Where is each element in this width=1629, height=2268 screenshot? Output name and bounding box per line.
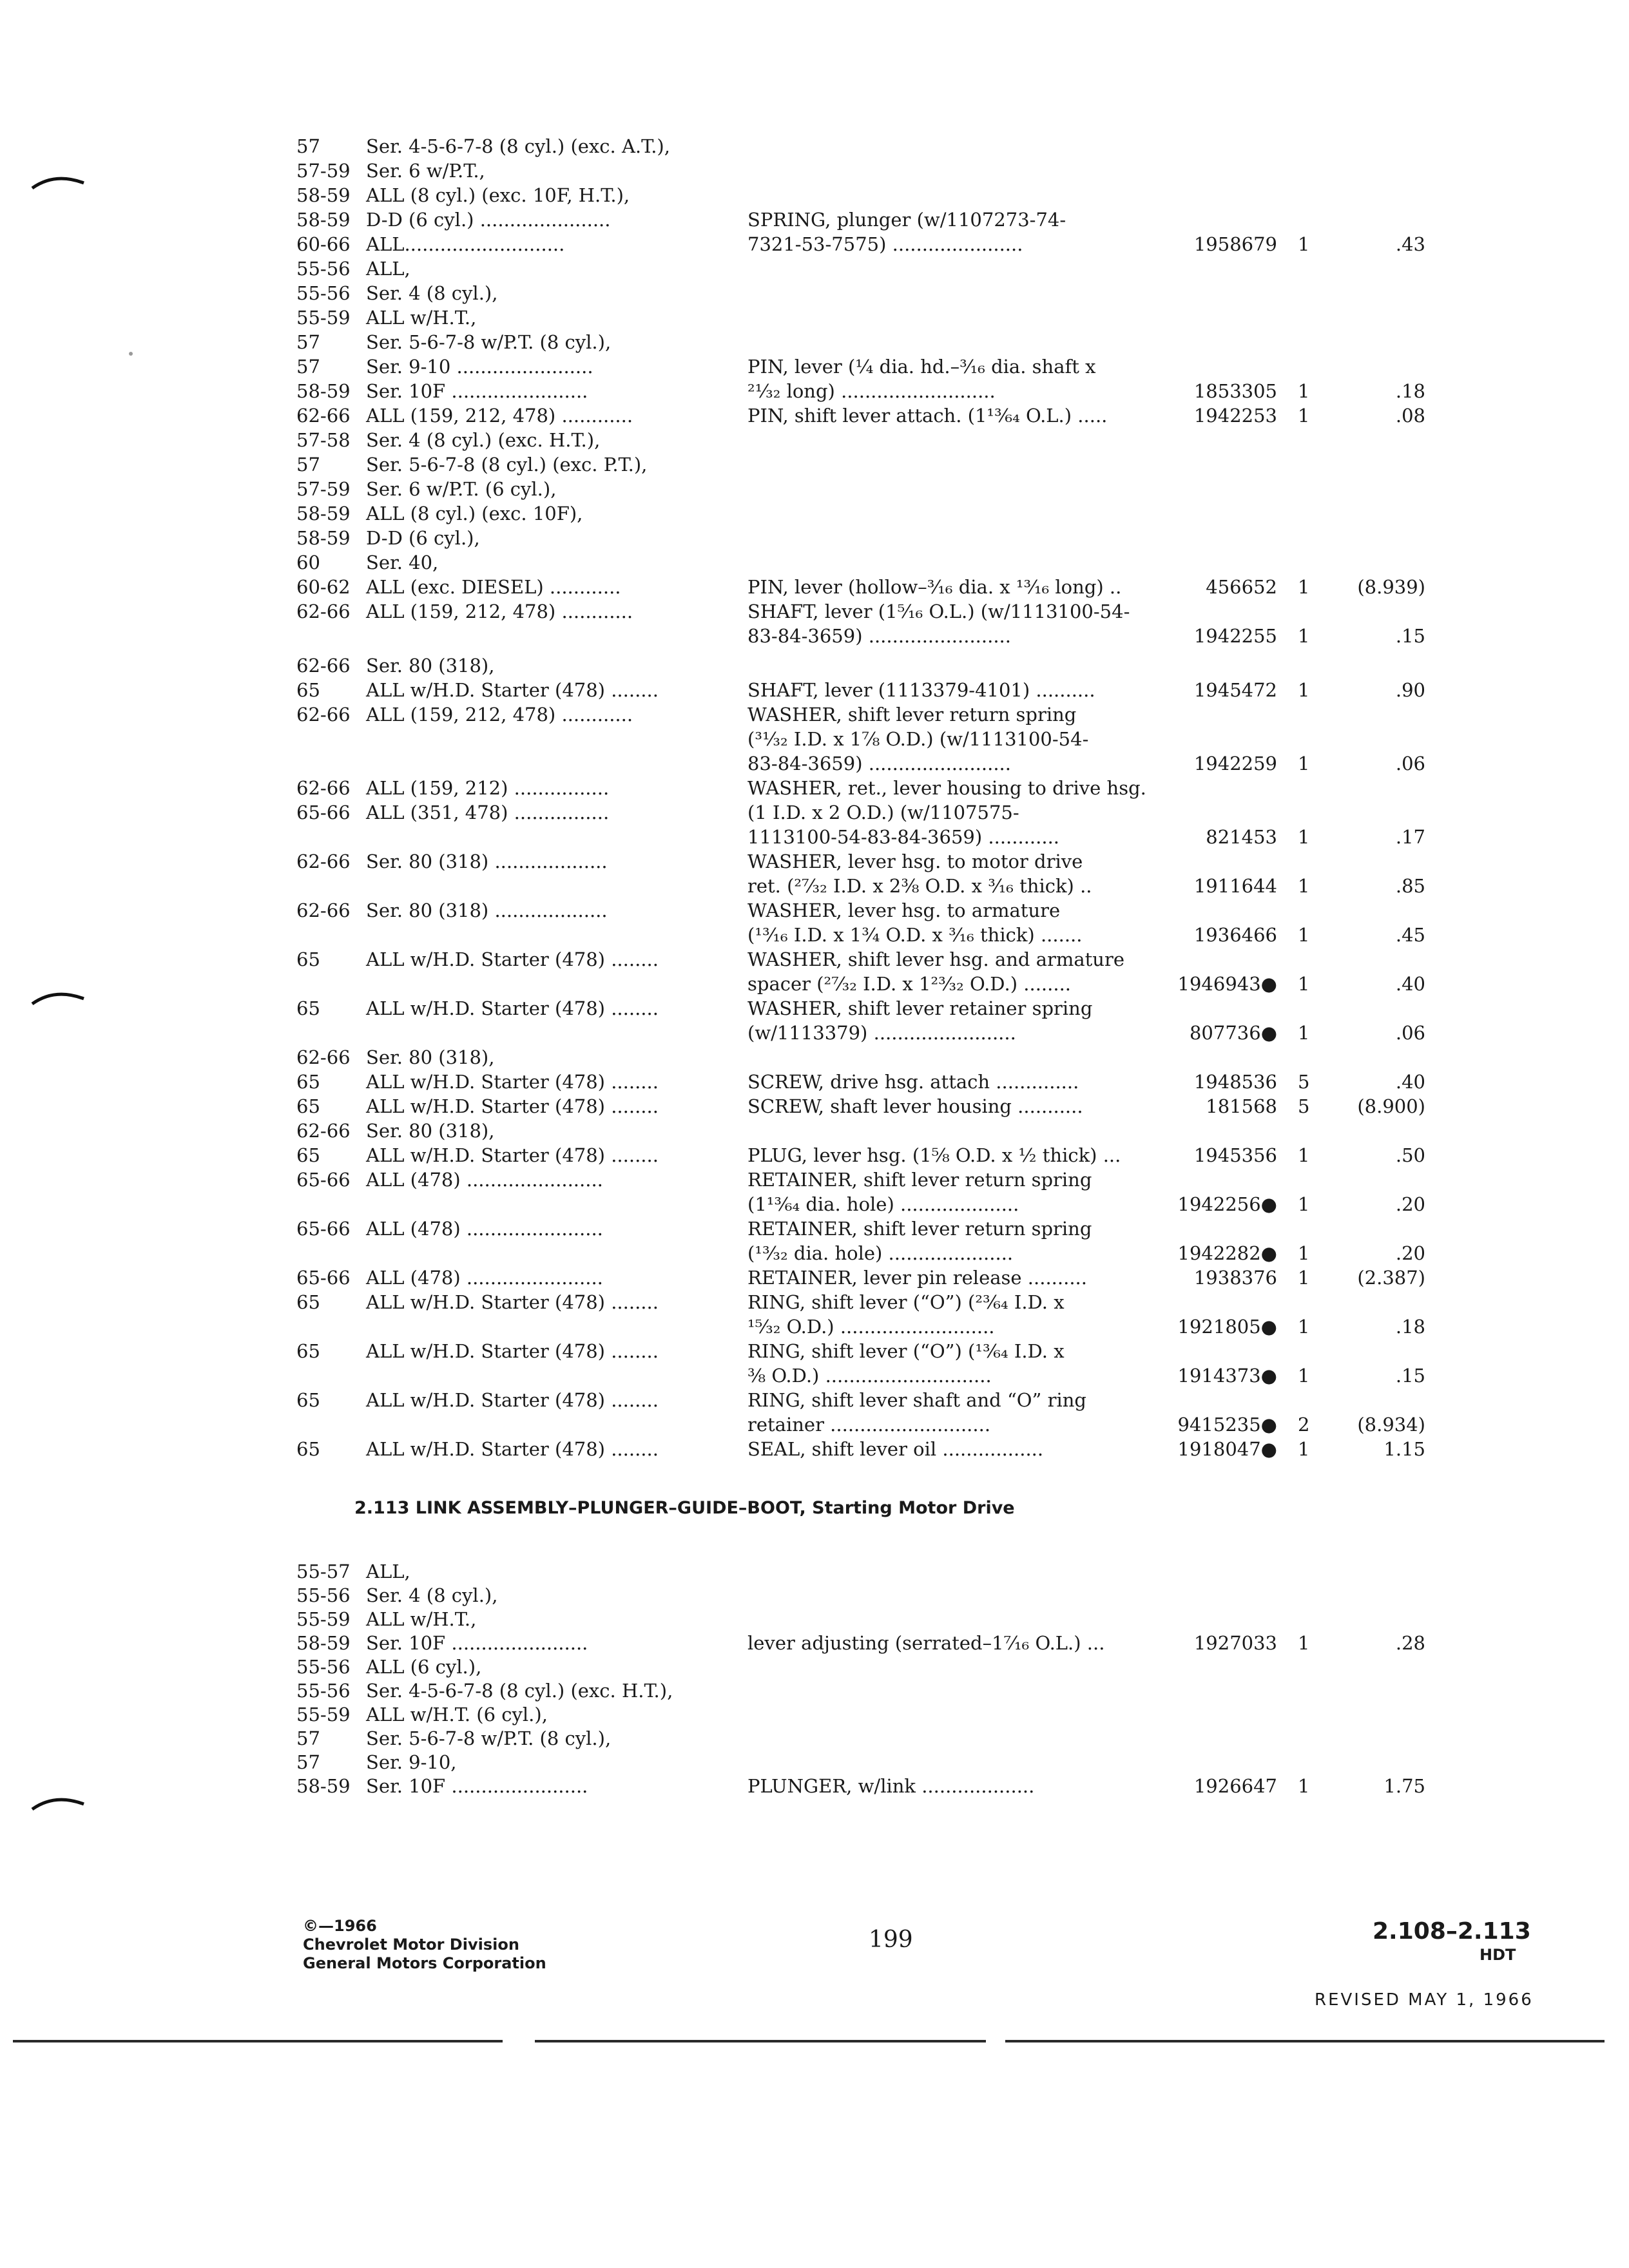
quantity-cell: 1 [1298,1242,1310,1264]
part-number-cell: 821453 [1206,826,1277,848]
model-cell: ALL (8 cyl.) (exc. 10F, H.T.), [366,184,630,206]
quantity-cell: 1 [1298,1267,1310,1289]
footer-rule [535,2040,986,2042]
model-cell: Ser. 80 (318), [366,655,495,677]
year-cell: 62-66 [296,655,351,677]
year-cell: 65 [296,1144,320,1166]
model-cell: ALL w/H.D. Starter (478) ........ [366,997,659,1019]
price-cell: .18 [1395,1316,1425,1338]
year-cell: 62-66 [296,601,351,622]
margin-mark [26,169,90,195]
model-cell: ALL (exc. DIESEL) ............ [366,576,621,598]
description-cell: spacer (²⁷⁄₃₂ I.D. x 1²³⁄₃₂ O.D.) ........ [747,973,1072,995]
model-cell: Ser. 40, [366,552,439,573]
year-cell: 65 [296,948,320,970]
year-cell: 55-59 [296,1704,351,1725]
price-cell: .17 [1395,826,1425,848]
footer-division: Chevrolet Motor Division [303,1936,519,1954]
quantity-cell: 1 [1298,625,1310,647]
model-cell: Ser. 10F ....................... [366,1632,588,1654]
year-cell: 65 [296,1438,320,1460]
part-number-cell: 1914373● [1177,1365,1277,1387]
price-cell: .40 [1395,1071,1425,1093]
description-cell: (¹³⁄₁₆ I.D. x 1¾ O.D. x ³⁄₁₆ thick) ....... [747,924,1083,946]
part-number-cell: 1942282● [1177,1242,1277,1264]
model-cell: Ser. 4 (8 cyl.), [366,282,498,304]
year-cell: 55-56 [296,282,351,304]
part-number-cell: 1927033 [1193,1632,1277,1654]
model-cell: ALL (8 cyl.) (exc. 10F), [366,503,583,524]
part-number-cell: 1911644 [1193,875,1277,897]
description-cell: lever adjusting (serrated–1⁷⁄₁₆ O.L.) ... [747,1632,1105,1654]
price-cell: .85 [1395,875,1425,897]
model-cell: Ser. 6 w/P.T., [366,160,485,182]
price-cell: .20 [1395,1242,1425,1264]
series-code: HDT [1480,1946,1516,1964]
description-cell: WASHER, shift lever return spring [747,704,1077,726]
scan-speck [129,352,133,356]
part-number-cell: 1945356 [1193,1144,1277,1166]
quantity-cell: 1 [1298,1022,1310,1044]
quantity-cell: 1 [1298,1438,1310,1460]
description-cell: SPRING, plunger (w/1107273-74- [747,209,1066,231]
quantity-cell: 1 [1298,380,1310,402]
year-cell: 55-59 [296,307,351,329]
description-cell: ²¹⁄₃₂ long) .......................... [747,380,996,402]
section-heading: 2.113 LINK ASSEMBLY–PLUNGER–GUIDE–BOOT, Starting Motor Drive [354,1498,1015,1518]
year-cell: 65 [296,679,320,701]
model-cell: Ser. 5-6-7-8 (8 cyl.) (exc. P.T.), [366,454,648,476]
quantity-cell: 1 [1298,1365,1310,1387]
description-cell: PLUG, lever hsg. (1⅝ O.D. x ½ thick) ... [747,1144,1121,1166]
description-cell: SEAL, shift lever oil ................. [747,1438,1044,1460]
footer-copyright: ©—1966 [303,1917,377,1935]
description-cell: 1113100-54-83-84-3659) ............ [747,826,1060,848]
quantity-cell: 1 [1298,753,1310,774]
model-cell: ALL (478) ....................... [366,1169,603,1191]
model-cell: ALL w/H.D. Starter (478) ........ [366,948,659,970]
model-cell: Ser. 6 w/P.T. (6 cyl.), [366,478,557,500]
model-cell: ALL, [366,258,410,280]
model-cell: ALL (159, 212) ................ [366,777,610,799]
description-cell: PIN, lever (¼ dia. hd.–³⁄₁₆ dia. shaft x [747,356,1096,378]
year-cell: 57 [296,135,320,157]
year-cell: 65-66 [296,1218,351,1240]
quantity-cell: 1 [1298,576,1310,598]
model-cell: Ser. 80 (318) ................... [366,899,608,921]
model-cell: Ser. 5-6-7-8 w/P.T. (8 cyl.), [366,1727,612,1749]
model-cell: D-D (6 cyl.), [366,527,480,549]
model-cell: ALL w/H.D. Starter (478) ........ [366,1071,659,1093]
price-cell: 1.15 [1383,1438,1425,1460]
footer-corporation: General Motors Corporation [303,1954,546,1972]
part-number-cell: 1942253 [1193,405,1277,427]
price-cell: .20 [1395,1193,1425,1215]
page-number: 199 [869,1927,913,1953]
price-cell: .40 [1395,973,1425,995]
model-cell: Ser. 80 (318), [366,1046,495,1068]
description-cell: PIN, lever (hollow–³⁄₁₆ dia. x ¹³⁄₁₆ long) .. [747,576,1122,598]
model-cell: Ser. 9-10, [366,1751,457,1773]
model-cell: ALL (351, 478) ................ [366,802,610,823]
year-cell: 62-66 [296,777,351,799]
description-cell: ¹⁵⁄₃₂ O.D.) .......................... [747,1316,995,1338]
model-cell: ALL w/H.D. Starter (478) ........ [366,1095,659,1117]
part-number-cell: 1958679 [1193,233,1277,255]
description-cell: 7321-53-7575) ...................... [747,233,1023,255]
year-cell: 57 [296,454,320,476]
part-number-cell: 181568 [1206,1095,1277,1117]
year-cell: 62-66 [296,1120,351,1142]
year-cell: 55-59 [296,1608,351,1630]
price-cell: .28 [1395,1632,1425,1654]
model-cell: Ser. 80 (318) ................... [366,850,608,872]
model-cell: Ser. 9-10 ....................... [366,356,593,378]
model-cell: ALL w/H.D. Starter (478) ........ [366,1291,659,1313]
description-cell: PLUNGER, w/link ................... [747,1775,1035,1797]
description-cell: SCREW, drive hsg. attach .............. [747,1071,1079,1093]
description-cell: SCREW, shaft lever housing ........... [747,1095,1083,1117]
year-cell: 55-56 [296,1584,351,1606]
description-cell: ⅜ O.D.) ............................ [747,1365,992,1387]
description-cell: RING, shift lever shaft and “O” ring [747,1389,1086,1411]
model-cell: ALL w/H.D. Starter (478) ........ [366,1389,659,1411]
description-cell: (w/1113379) ........................ [747,1022,1016,1044]
year-cell: 58-59 [296,380,351,402]
description-cell: 83-84-3659) ........................ [747,753,1011,774]
year-cell: 62-66 [296,704,351,726]
model-cell: ALL w/H.D. Starter (478) ........ [366,1438,659,1460]
description-cell: SHAFT, lever (1⁵⁄₁₆ O.L.) (w/1113100-54- [747,601,1130,622]
part-number-cell: 1942256● [1177,1193,1277,1215]
year-cell: 58-59 [296,184,351,206]
description-cell: (¹³⁄₃₂ dia. hole) ..................... [747,1242,1014,1264]
description-cell: WASHER, shift lever hsg. and armature [747,948,1125,970]
price-cell: (8.900) [1357,1095,1425,1117]
model-cell: Ser. 10F ....................... [366,380,588,402]
part-number-cell: 1942259 [1193,753,1277,774]
year-cell: 65 [296,1291,320,1313]
price-cell: .06 [1395,1022,1425,1044]
part-number-cell: 1945472 [1193,679,1277,701]
margin-mark [26,985,90,1010]
model-cell: Ser. 4-5-6-7-8 (8 cyl.) (exc. A.T.), [366,135,670,157]
part-number-cell: 1926647 [1193,1775,1277,1797]
description-cell: PIN, shift lever attach. (1¹³⁄₆₄ O.L.) ..... [747,405,1108,427]
year-cell: 65 [296,997,320,1019]
description-cell: RETAINER, shift lever return spring [747,1218,1092,1240]
year-cell: 55-57 [296,1561,351,1582]
year-cell: 62-66 [296,1046,351,1068]
year-cell: 58-59 [296,527,351,549]
description-cell: WASHER, shift lever retainer spring [747,997,1093,1019]
model-cell: Ser. 5-6-7-8 w/P.T. (8 cyl.), [366,331,612,353]
price-cell: .45 [1395,924,1425,946]
model-cell: ALL (6 cyl.), [366,1656,482,1678]
part-number-cell: 1948536 [1193,1071,1277,1093]
year-cell: 60-62 [296,576,351,598]
part-number-cell: 1853305 [1193,380,1277,402]
quantity-cell: 1 [1298,875,1310,897]
description-cell: RING, shift lever (“O”) (²³⁄₆₄ I.D. x [747,1291,1065,1313]
year-cell: 55-56 [296,258,351,280]
price-cell: .18 [1395,380,1425,402]
model-cell: ALL w/H.D. Starter (478) ........ [366,1144,659,1166]
year-cell: 58-59 [296,1632,351,1654]
description-cell: RETAINER, lever pin release .......... [747,1267,1087,1289]
year-cell: 65-66 [296,1169,351,1191]
model-cell: ALL, [366,1561,410,1582]
description-cell: WASHER, lever hsg. to motor drive [747,850,1083,872]
year-cell: 65 [296,1340,320,1362]
price-cell: (8.934) [1357,1414,1425,1436]
description-cell: WASHER, ret., lever housing to drive hsg. [747,777,1146,799]
year-cell: 58-59 [296,503,351,524]
model-cell: ALL (478) ....................... [366,1218,603,1240]
year-cell: 55-56 [296,1656,351,1678]
year-cell: 57-58 [296,429,351,451]
section-range: 2.108–2.113 [1373,1918,1531,1945]
model-cell: Ser. 4-5-6-7-8 (8 cyl.) (exc. H.T.), [366,1680,673,1702]
model-cell: ALL (159, 212, 478) ............ [366,601,633,622]
part-number-cell: 9415235● [1177,1414,1277,1436]
year-cell: 65 [296,1095,320,1117]
description-cell: RETAINER, shift lever return spring [747,1169,1092,1191]
quantity-cell: 1 [1298,1316,1310,1338]
footer-rule [13,2040,503,2042]
year-cell: 55-56 [296,1680,351,1702]
quantity-cell: 1 [1298,1193,1310,1215]
price-cell: .15 [1395,1365,1425,1387]
price-cell: (8.939) [1357,576,1425,598]
description-cell: (1¹³⁄₆₄ dia. hole) .................... [747,1193,1019,1215]
year-cell: 65-66 [296,802,351,823]
year-cell: 65-66 [296,1267,351,1289]
part-number-cell: 1936466 [1193,924,1277,946]
model-cell: ALL w/H.T., [366,307,477,329]
model-cell: ALL (159, 212, 478) ............ [366,405,633,427]
model-cell: Ser. 80 (318), [366,1120,495,1142]
description-cell: ret. (²⁷⁄₃₂ I.D. x 2⅜ O.D. x ³⁄₁₆ thick) .. [747,875,1092,897]
quantity-cell: 5 [1298,1095,1310,1117]
part-number-cell: 456652 [1206,576,1277,598]
price-cell: .43 [1395,233,1425,255]
quantity-cell: 1 [1298,924,1310,946]
year-cell: 58-59 [296,209,351,231]
model-cell: ALL........................... [366,233,565,255]
year-cell: 57 [296,331,320,353]
quantity-cell: 1 [1298,679,1310,701]
part-number-cell: 1918047● [1177,1438,1277,1460]
quantity-cell: 1 [1298,826,1310,848]
description-cell: WASHER, lever hsg. to armature [747,899,1061,921]
model-cell: ALL w/H.D. Starter (478) ........ [366,1340,659,1362]
revised-date: REVISED MAY 1, 1966 [1315,1990,1534,2010]
margin-mark [26,1790,90,1816]
year-cell: 57 [296,1727,320,1749]
year-cell: 60-66 [296,233,351,255]
description-cell: (³¹⁄₃₂ I.D. x 1⅞ O.D.) (w/1113100-54- [747,728,1089,750]
year-cell: 65 [296,1389,320,1411]
description-cell: (1 I.D. x 2 O.D.) (w/1107575- [747,802,1019,823]
model-cell: Ser. 4 (8 cyl.) (exc. H.T.), [366,429,601,451]
model-cell: ALL (159, 212, 478) ............ [366,704,633,726]
price-cell: .06 [1395,753,1425,774]
price-cell: .90 [1395,679,1425,701]
year-cell: 57 [296,356,320,378]
part-number-cell: 807736● [1189,1022,1277,1044]
quantity-cell: 1 [1298,973,1310,995]
year-cell: 57 [296,1751,320,1773]
quantity-cell: 1 [1298,1632,1310,1654]
price-cell: (2.387) [1357,1267,1425,1289]
part-number-cell: 1921805● [1177,1316,1277,1338]
part-number-cell: 1942255 [1193,625,1277,647]
model-cell: ALL w/H.T. (6 cyl.), [366,1704,548,1725]
model-cell: ALL w/H.T., [366,1608,477,1630]
model-cell: ALL (478) ....................... [366,1267,603,1289]
footer-rule [1005,2040,1605,2042]
year-cell: 62-66 [296,850,351,872]
model-cell: ALL w/H.D. Starter (478) ........ [366,679,659,701]
description-cell: retainer ........................... [747,1414,991,1436]
quantity-cell: 1 [1298,405,1310,427]
price-cell: .50 [1395,1144,1425,1166]
price-cell: .08 [1395,405,1425,427]
quantity-cell: 5 [1298,1071,1310,1093]
year-cell: 62-66 [296,899,351,921]
quantity-cell: 1 [1298,233,1310,255]
part-number-cell: 1946943● [1177,973,1277,995]
part-number-cell: 1938376 [1193,1267,1277,1289]
year-cell: 58-59 [296,1775,351,1797]
quantity-cell: 2 [1298,1414,1310,1436]
price-cell: 1.75 [1383,1775,1425,1797]
model-cell: D-D (6 cyl.) ...................... [366,209,611,231]
year-cell: 65 [296,1071,320,1093]
quantity-cell: 1 [1298,1144,1310,1166]
year-cell: 57-59 [296,478,351,500]
description-cell: SHAFT, lever (1113379-4101) .......... [747,679,1095,701]
year-cell: 60 [296,552,320,573]
price-cell: .15 [1395,625,1425,647]
description-cell: RING, shift lever (“O”) (¹³⁄₆₄ I.D. x [747,1340,1065,1362]
quantity-cell: 1 [1298,1775,1310,1797]
model-cell: Ser. 10F ....................... [366,1775,588,1797]
year-cell: 57-59 [296,160,351,182]
year-cell: 62-66 [296,405,351,427]
model-cell: Ser. 4 (8 cyl.), [366,1584,498,1606]
description-cell: 83-84-3659) ........................ [747,625,1011,647]
